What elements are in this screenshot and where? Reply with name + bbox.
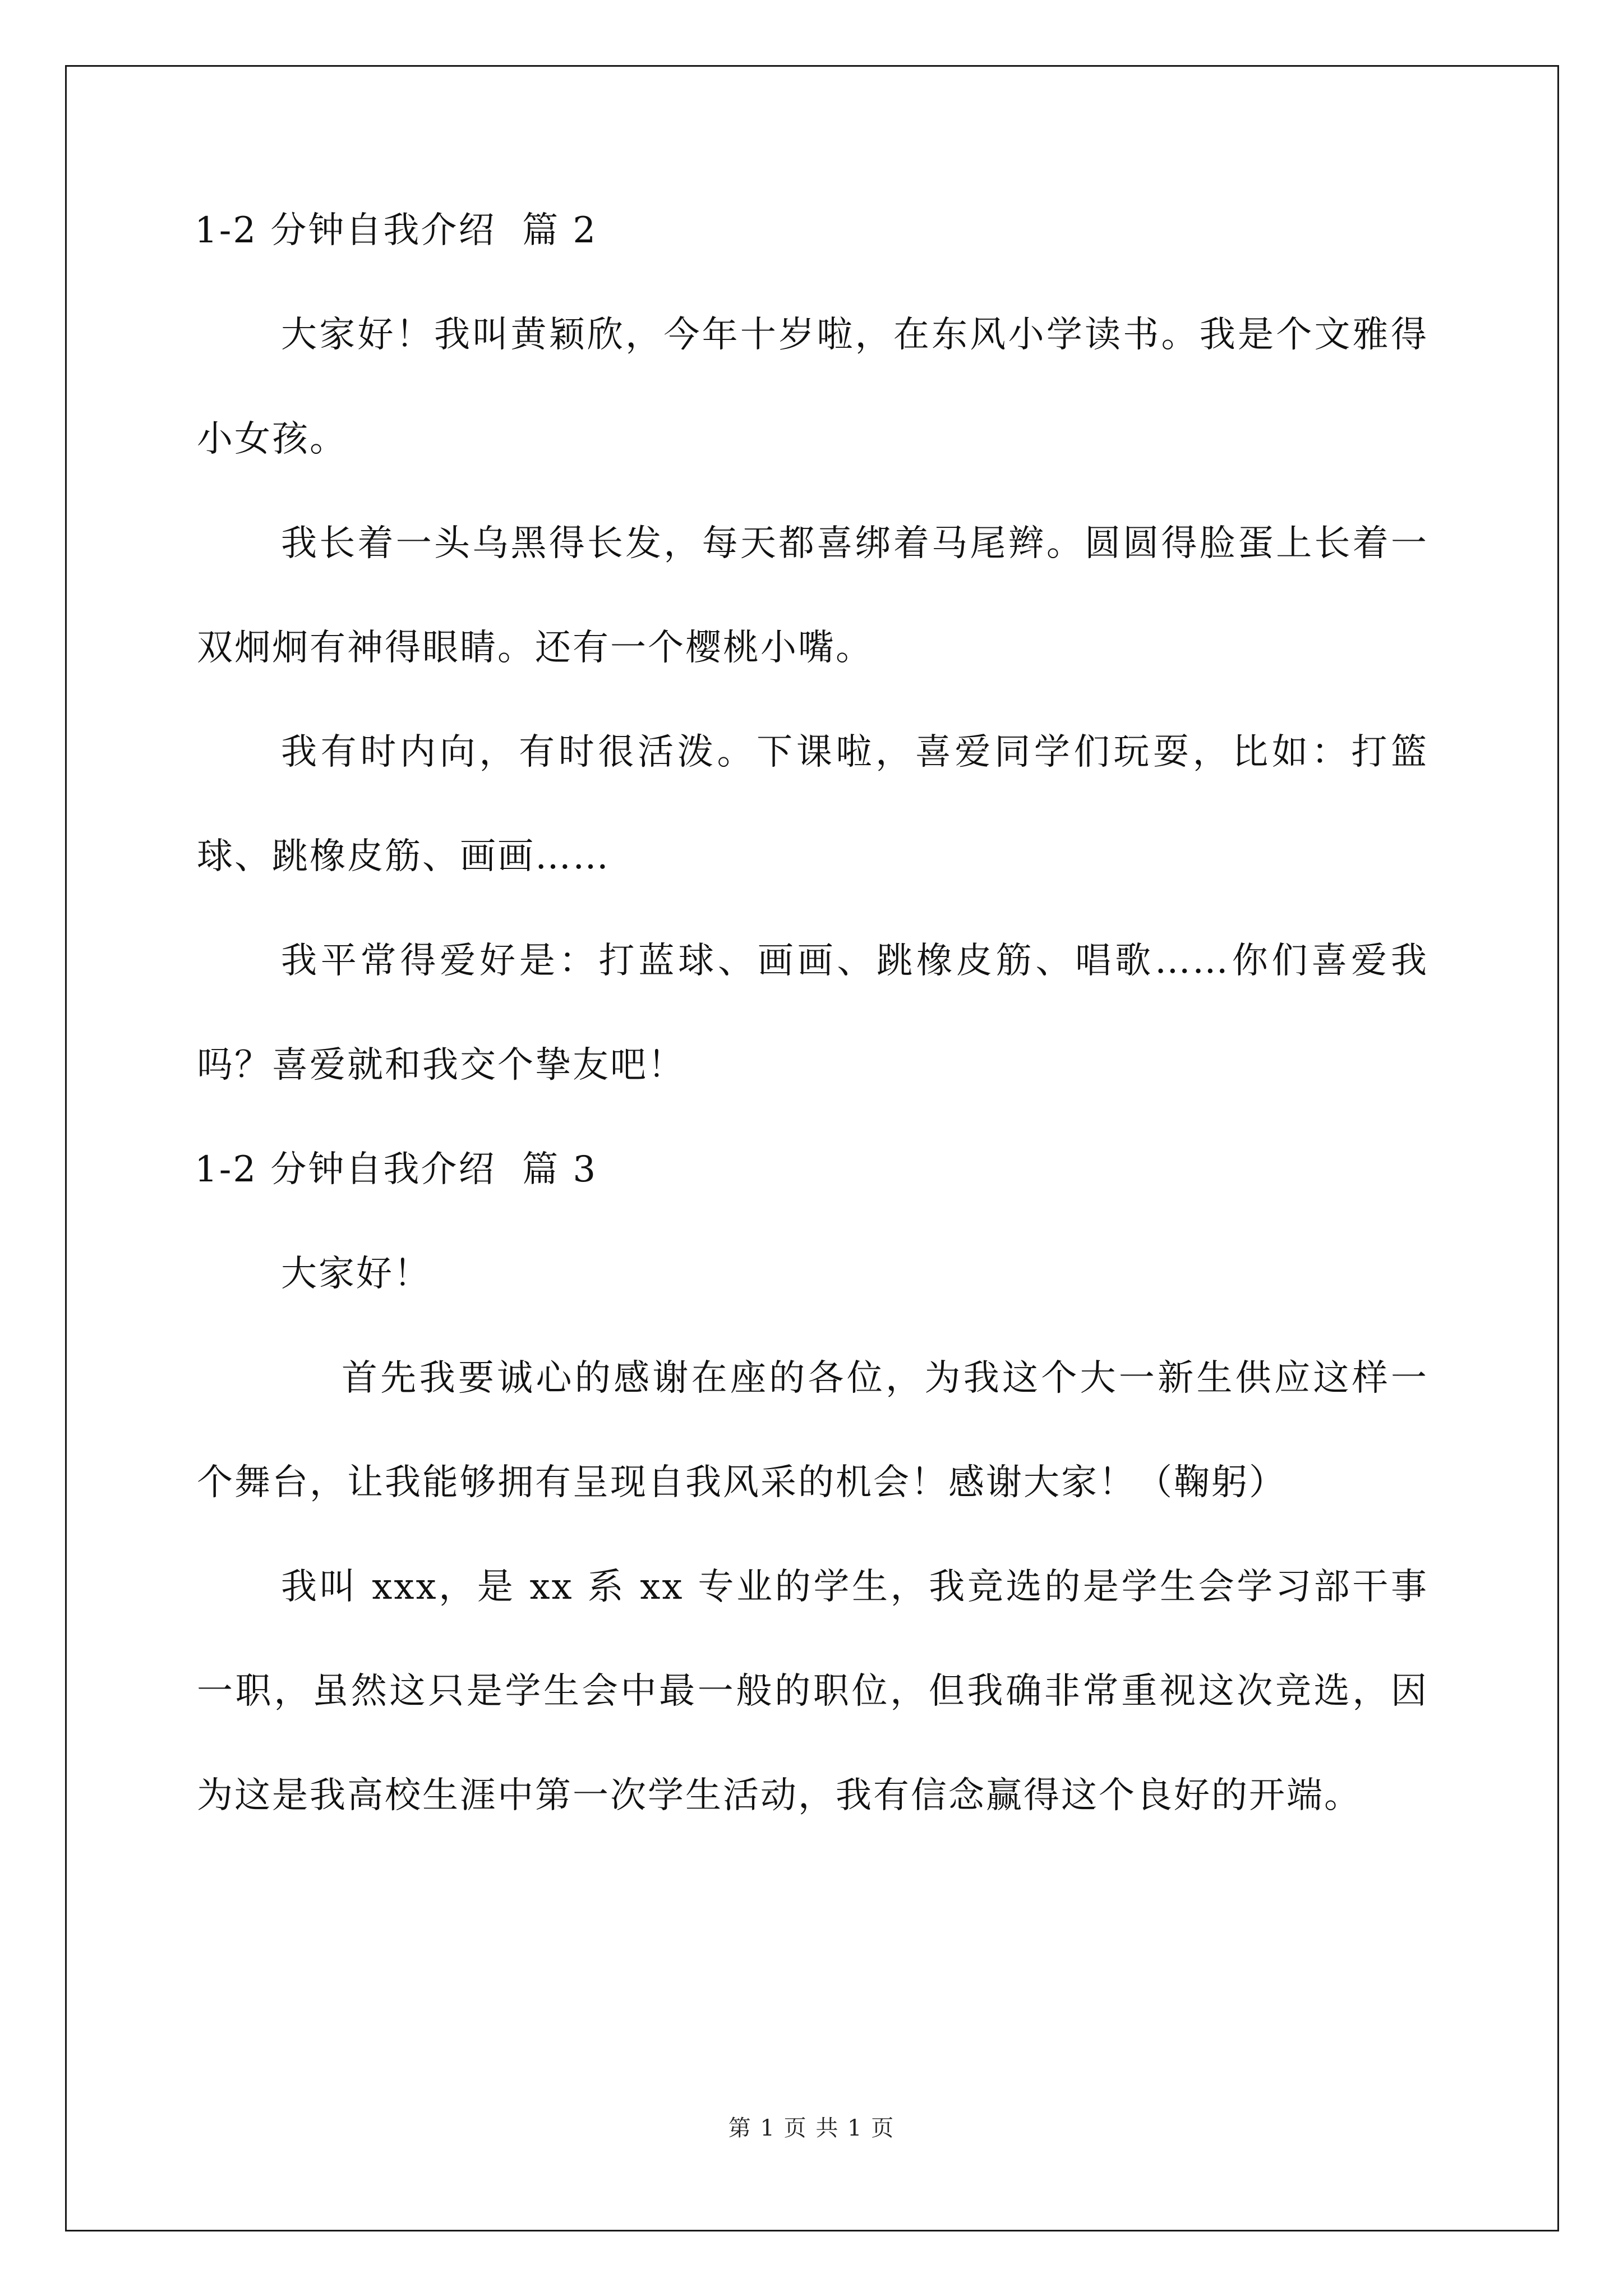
section-3 [197, 1117, 1428, 1848]
paragraph: 大家好！我叫黄颖欣，今年十岁啦，在东风小学读书。我是个文雅得小女孩。 [197, 314, 1428, 460]
section-2 [197, 178, 1428, 1117]
document-body [197, 178, 1428, 1848]
section-heading: 1-2 分钟自我介绍 篇 2 [195, 210, 598, 251]
paragraph: 大家好！ [281, 1253, 431, 1295]
paragraph: 我平常得爱好是：打蓝球、画画、跳橡皮筋、唱歌……你们喜爱我吗？喜爱就和我交个挚友吧！ [197, 940, 1428, 1086]
page-footer: 第 1 页 共 1 页 [728, 2115, 895, 2141]
section-heading: 1-2 分钟自我介绍 篇 3 [195, 1149, 598, 1190]
paragraph: 我有时内向，有时很活泼。下课啦，喜爱同学们玩耍，比如：打篮球、跳橡皮筋、画画…… [197, 731, 1428, 877]
paragraph: 我长着一头乌黑得长发，每天都喜绑着马尾辫。圆圆得脸蛋上长着一双炯炯有神得眼睛。还有一个樱桃小嘴。 [197, 523, 1428, 669]
paragraph: 我叫 xxx，是 xx 系 xx 专业的学生，我竞选的是学生会学习部干事一职，虽然这只是学生会中最一般的职位，但我确非常重视这次竞选，因为这是我高校生涯中第一次学生活动，我有信念赢得这个良好的开端。 [197, 1566, 1428, 1816]
paragraph: 首先我要诚心的感谢在座的各位，为我这个大一新生供应这样一个舞台，让我能够拥有呈现自我风采的机会！感谢大家！（鞠躬） [197, 1358, 1428, 1503]
